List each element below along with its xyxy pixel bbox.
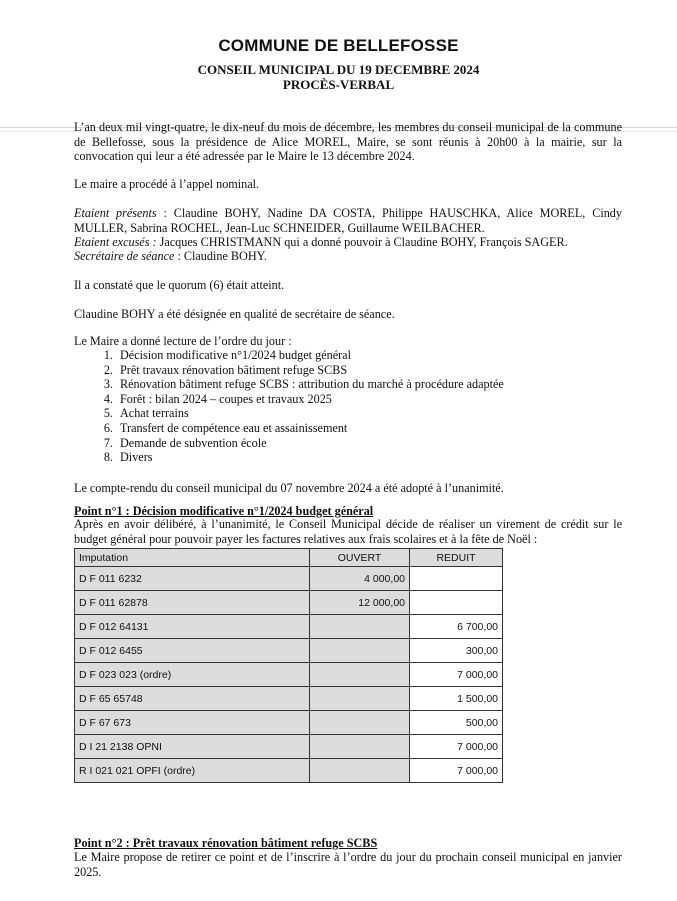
cell-reduit: 300,00 — [410, 639, 503, 663]
table-row — [75, 663, 503, 687]
point1-text: Après en avoir délibéré, à l’unanimité, le Conseil Municipal décide de réaliser un virement de crédit sur le budget général pour pouvoir payer les factures relatives aux frais scolaires et à la fête de Noël : — [74, 517, 622, 546]
subtitle-council-date: CONSEIL MUNICIPAL DU 19 DECEMBRE 2024 — [197, 62, 480, 77]
table-row — [75, 687, 503, 711]
cell-imputation: D F 012 6455 — [75, 639, 310, 663]
attendance-secretary — [74, 249, 622, 264]
agenda-item: 6. Transfert de compétence eau et assainissement — [116, 421, 616, 436]
cell-imputation: D I 21 2138 OPNI — [75, 735, 310, 759]
point2-heading: Point n°2 : Prêt travaux rénovation bâtiment refuge SCBS — [74, 836, 378, 850]
cell-reduit: 7 000,00 — [410, 735, 503, 759]
table-row — [75, 639, 503, 663]
designation-paragraph: Claudine BOHY a été désignée en qualité de secrétaire de séance. — [74, 307, 395, 321]
table-row — [75, 567, 503, 591]
cell-reduit: 1 500,00 — [410, 687, 503, 711]
cell-ouvert — [310, 687, 410, 711]
cell-ouvert: 12 000,00 — [310, 591, 410, 615]
page-subtitle — [0, 62, 677, 92]
cell-reduit: 6 700,00 — [410, 615, 503, 639]
cell-imputation: R I 021 021 OPFI (ordre) — [75, 759, 310, 783]
secretary-label: Secrétaire de séance — [74, 249, 175, 263]
agenda-list — [74, 348, 616, 465]
agenda-item: 2. Prêt travaux rénovation bâtiment refuge SCBS — [116, 363, 616, 378]
cell-reduit: 7 000,00 — [410, 663, 503, 687]
table-row — [75, 591, 503, 615]
agenda-intro: Le Maire a donné lecture de l’ordre du jour : — [74, 334, 292, 348]
cell-ouvert — [310, 615, 410, 639]
agenda-item: 5. Achat terrains — [116, 406, 616, 421]
header-ouvert: OUVERT — [310, 549, 410, 567]
cell-reduit — [410, 567, 503, 591]
cell-imputation: D F 65 65748 — [75, 687, 310, 711]
point1-heading: Point n°1 : Décision modificative n°1/2024 budget général — [74, 504, 374, 518]
cell-imputation: D F 023 023 (ordre) — [75, 663, 310, 687]
intro-paragraph: L’an deux mil vingt-quatre, le dix-neuf du mois de décembre, les membres du conseil municipal de la commune de Bellefosse, sous la présidence de Alice MOREL, Maire, se sont réunis à 20h00 à la mairie, sur la convocation qui leur a été adressée par le Maire le 13 décembre 2024. — [74, 120, 622, 164]
agenda-item: 8. Divers — [116, 450, 616, 465]
agenda-item: 4. Forêt : bilan 2024 – coupes et travaux 2025 — [116, 392, 616, 407]
cell-imputation: D F 67 673 — [75, 711, 310, 735]
cell-reduit: 500,00 — [410, 711, 503, 735]
present-names: : Claudine BOHY, Nadine DA COSTA, Philippe HAUSCHKA, Alice MOREL, Cindy MULLER, Sabrina ROCHEL, Jean-Luc SCHNEIDER, Guillaume WEILBACHER. — [74, 206, 622, 235]
attendance-excused — [74, 235, 622, 250]
excused-names: Jacques CHRISTMANN qui a donné pouvoir à Claudine BOHY, François SAGER. — [156, 235, 568, 249]
cell-reduit: 7 000,00 — [410, 759, 503, 783]
point2-text: Le Maire propose de retirer ce point et de l’inscrire à l’ordre du jour du prochain conseil municipal en janvier 2025. — [74, 850, 622, 879]
cell-ouvert — [310, 711, 410, 735]
present-label: Etaient présents — [74, 206, 157, 220]
cell-imputation: D F 011 62878 — [75, 591, 310, 615]
secretary-name: : Claudine BOHY. — [174, 249, 267, 263]
cell-ouvert — [310, 639, 410, 663]
table-row — [75, 711, 503, 735]
table-header-row — [75, 549, 503, 567]
table-row — [75, 759, 503, 783]
cell-ouvert — [310, 759, 410, 783]
cell-ouvert: 4 000,00 — [310, 567, 410, 591]
cell-ouvert — [310, 663, 410, 687]
roll-call-paragraph: Le maire a procédé à l’appel nominal. — [74, 177, 260, 191]
quorum-paragraph: Il a constaté que le quorum (6) était atteint. — [74, 278, 285, 292]
attendance-present — [74, 206, 622, 235]
page-title: COMMUNE DE BELLEFOSSE — [218, 36, 459, 55]
budget-transfer-table — [74, 548, 503, 783]
header-reduit: REDUIT — [410, 549, 503, 567]
table-row — [75, 615, 503, 639]
cell-imputation: D F 012 64131 — [75, 615, 310, 639]
minutes-adopted-paragraph: Le compte-rendu du conseil municipal du 07 novembre 2024 a été adopté à l’unanimité. — [74, 481, 504, 495]
agenda-item: 7. Demande de subvention école — [116, 436, 616, 451]
cell-reduit — [410, 591, 503, 615]
header-imputation: Imputation — [75, 549, 310, 567]
table-row — [75, 735, 503, 759]
cell-ouvert — [310, 735, 410, 759]
agenda-item: 1. Décision modificative n°1/2024 budget général — [116, 348, 616, 363]
cell-imputation: D F 011 6232 — [75, 567, 310, 591]
excused-label: Etaient excusés : — [74, 235, 157, 249]
agenda-item: 3. Rénovation bâtiment refuge SCBS : attribution du marché à procédure adaptée — [116, 377, 616, 392]
subtitle-minutes: PROCÈS-VERBAL — [282, 77, 395, 92]
